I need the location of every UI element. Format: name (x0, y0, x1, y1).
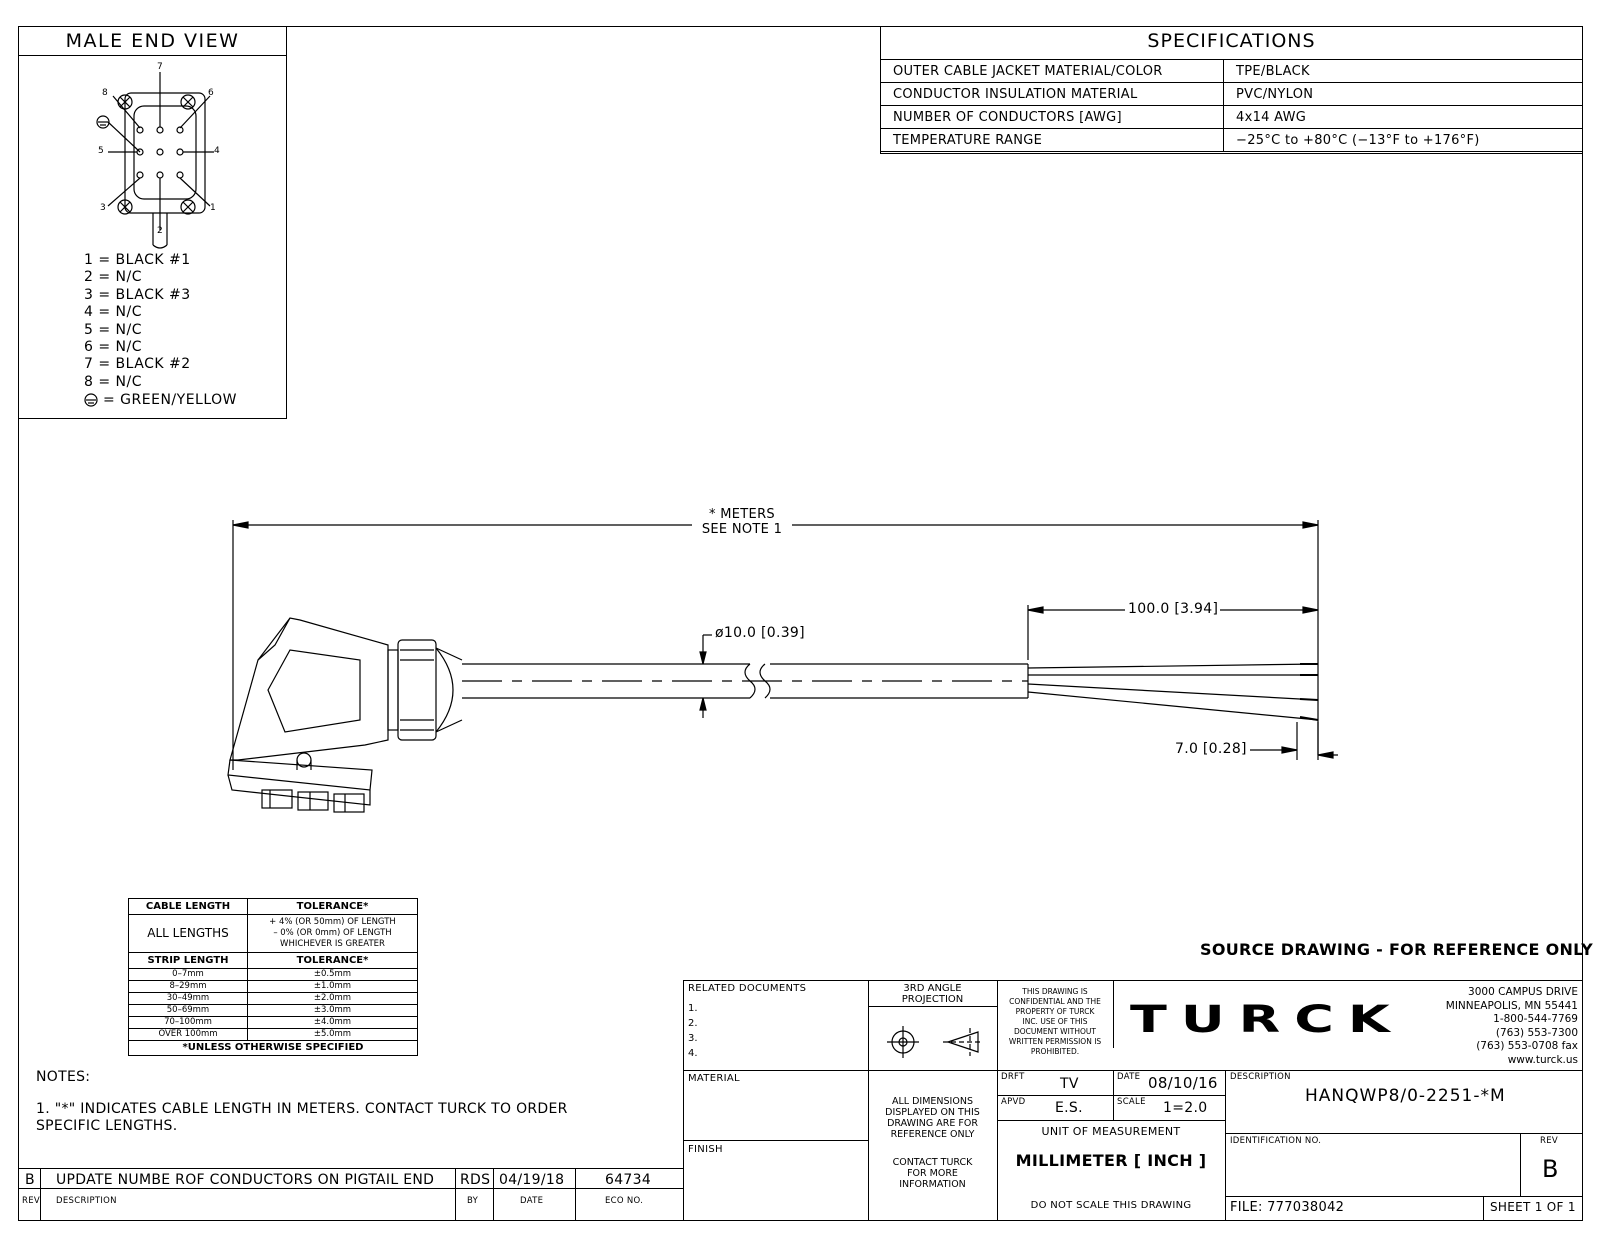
note-line: DRAWING ARE FOR (887, 1118, 978, 1129)
spec-value: 4x14 AWG (1224, 106, 1583, 129)
strip-tolerance: ±2.0mm (248, 993, 418, 1005)
related-item: 3. (688, 1033, 698, 1044)
address-line: (763) 553-7300 (1495, 1026, 1578, 1039)
projection-label (868, 983, 997, 1005)
tolerance-footer: *UNLESS OTHERWISE SPECIFIED (129, 1041, 418, 1056)
connector-hood (230, 618, 388, 760)
table-row (129, 981, 418, 993)
revision-header: BY (467, 1196, 479, 1206)
table-row (129, 1029, 418, 1041)
pin-label-5: 5 (98, 146, 105, 156)
do-not-scale-note: DO NOT SCALE THIS DRAWING (1030, 1200, 1192, 1211)
note-line: ALL DIMENSIONS (892, 1096, 973, 1107)
tolerance-line: WHICHEVER IS GREATER (280, 939, 385, 949)
strip-tolerance: ±4.0mm (248, 1017, 418, 1029)
spec-value: PVC/NYLON (1224, 83, 1583, 106)
tolerance-line: – 0% (OR 0mm) OF LENGTH (273, 928, 392, 938)
pinout-item: 4 = N/C (84, 304, 143, 321)
rev-label: REV (1540, 1136, 1558, 1146)
revision-header: ECO NO. (605, 1196, 644, 1206)
spec-row (881, 129, 1583, 152)
tolerance-line: + 4% (OR 50mm) OF LENGTH (269, 917, 396, 927)
strip-tolerance: ±0.5mm (248, 969, 418, 981)
strip-range: 30–49mm (129, 993, 248, 1005)
strip-range: OVER 100mm (129, 1029, 248, 1041)
unit-value: MILLIMETER [ INCH ] (1015, 1151, 1207, 1170)
strip-tolerance: ±5.0mm (248, 1029, 418, 1041)
tb-divider (1225, 1070, 1226, 1221)
pin-label-7: 7 (157, 62, 164, 72)
pinout-item: 2 = N/C (84, 269, 143, 286)
all-dimensions-note (868, 1096, 997, 1140)
tolerance-header: TOLERANCE* (248, 899, 418, 915)
source-drawing-banner: SOURCE DRAWING - FOR REFERENCE ONLY (1200, 940, 1594, 959)
note-line: FOR MORE (907, 1168, 958, 1179)
revision-by: RDS (460, 1172, 491, 1188)
revision-rev: B (25, 1172, 35, 1188)
pin-label-6: 6 (208, 88, 215, 98)
note-line: CONFIDENTIAL AND THE (1009, 997, 1101, 1006)
tolerance-header: CABLE LENGTH (129, 899, 248, 915)
strip-range: 0–7mm (129, 969, 248, 981)
revision-divider (18, 1188, 683, 1189)
revision-description: UPDATE NUMBE ROF CONDUCTORS ON PIGTAIL END (56, 1172, 435, 1188)
pinout-item: 8 = N/C (84, 373, 143, 390)
tb-divider (868, 1006, 997, 1007)
all-lengths-cell: ALL LENGTHS (129, 915, 248, 953)
length-line2: SEE NOTE 1 (701, 522, 783, 537)
revision-header: DESCRIPTION (56, 1196, 117, 1206)
sheet-number: SHEET 1 OF 1 (1490, 1200, 1576, 1214)
drft-label: DRFT (1001, 1072, 1025, 1082)
length-line1: * METERS (709, 507, 775, 522)
rev-col-divider (40, 1168, 41, 1221)
description-label: DESCRIPTION (1230, 1072, 1291, 1082)
note-line: WRITTEN PERMISSION IS (1008, 1037, 1102, 1046)
note-line: CONTACT TURCK (892, 1157, 973, 1168)
pigtail-length-label: 100.0 [3.94] (1128, 601, 1219, 617)
pinout-list (84, 252, 191, 391)
pinout-item: 1 = BLACK #1 (84, 252, 191, 268)
table-row (129, 1017, 418, 1029)
address-line: www.turck.us (1507, 1053, 1578, 1066)
projection-line: 3RD ANGLE (903, 983, 962, 994)
related-item: 2. (688, 1018, 698, 1029)
confidential-note (997, 987, 1113, 1057)
male-end-view-title: MALE END VIEW (65, 30, 240, 52)
spec-label: CONDUCTOR INSULATION MATERIAL (881, 83, 1224, 106)
related-documents-label: RELATED DOCUMENTS (688, 983, 807, 994)
material-label: MATERIAL (688, 1073, 740, 1084)
turck-logo: TURCK (1130, 997, 1404, 1042)
notes-title: NOTES: (36, 1069, 91, 1085)
address-line: 3000 CAMPUS DRIVE (1468, 986, 1578, 998)
specifications-table (880, 59, 1583, 152)
scale-label: SCALE (1117, 1097, 1146, 1107)
pinout-item: 7 = BLACK #2 (84, 356, 191, 373)
tb-divider (1483, 1196, 1484, 1221)
date-label: DATE (1117, 1072, 1141, 1082)
strip-tolerance: ±1.0mm (248, 981, 418, 993)
note-line: PROHIBITED. (1030, 1047, 1080, 1056)
by-col-divider (455, 1168, 456, 1221)
unit-label: UNIT OF MEASUREMENT (1041, 1125, 1181, 1138)
contact-note (868, 1157, 997, 1190)
projection-line: PROJECTION (901, 994, 964, 1005)
spec-label: TEMPERATURE RANGE (881, 129, 1224, 152)
table-row (129, 993, 418, 1005)
spec-value: TPE/BLACK (1224, 60, 1583, 83)
strip-tolerance: ±3.0mm (248, 1005, 418, 1017)
rev-value: B (1542, 1155, 1559, 1183)
related-item: 1. (688, 1003, 698, 1014)
date-value: 08/10/16 (1148, 1074, 1218, 1092)
spec-row (881, 83, 1583, 106)
cable-gland (398, 640, 436, 740)
strip-range: 70–100mm (129, 1017, 248, 1029)
pinout-item: 6 = N/C (84, 339, 143, 356)
company-address (1400, 986, 1578, 1067)
drft-value: TV (1060, 1076, 1079, 1092)
part-description: HANQWP8/0-2251-*M (1305, 1086, 1506, 1106)
revision-date: 04/19/18 (499, 1172, 565, 1188)
diameter-label: ø10.0 [0.39] (715, 625, 805, 641)
pin-label-4: 4 (214, 146, 221, 156)
note-line: DOCUMENT WITHOUT (1013, 1027, 1096, 1036)
tb-divider (1225, 1133, 1583, 1134)
revision-eco: 64734 (605, 1172, 652, 1188)
hood-window (268, 650, 360, 732)
file-number: FILE: 777038042 (1230, 1200, 1345, 1215)
note-line: INFORMATION (899, 1179, 966, 1190)
address-line: 1-800-544-7769 (1493, 1013, 1578, 1025)
address-line: (763) 553-0708 fax (1476, 1040, 1578, 1052)
pin-label-2: 2 (157, 226, 164, 236)
tolerance-header: STRIP LENGTH (129, 953, 248, 969)
note-line: INC. USE OF THIS (1022, 1017, 1088, 1026)
strip-range: 8–29mm (129, 981, 248, 993)
pin-label-1: 1 (210, 203, 217, 213)
tolerance-table (128, 898, 418, 1056)
tb-divider (683, 1070, 1583, 1071)
note-1-line1: 1. "*" INDICATES CABLE LENGTH IN METERS. CONTACT TURCK TO ORDER (36, 1101, 568, 1117)
note-1-line2: SPECIFIC LENGTHS. (36, 1118, 178, 1134)
table-row (129, 1005, 418, 1017)
address-line: MINNEAPOLIS, MN 55441 (1445, 999, 1578, 1012)
tolerance-header: TOLERANCE* (248, 953, 418, 969)
pinout-item: 3 = BLACK #3 (84, 286, 191, 303)
spec-row (881, 106, 1583, 129)
identification-label: IDENTIFICATION NO. (1230, 1136, 1322, 1146)
pinout-item: 5 = N/C (84, 321, 143, 338)
specifications-title: SPECIFICATIONS (1147, 30, 1316, 52)
revision-header: REV (22, 1196, 40, 1206)
strip-length-label: 7.0 [0.28] (1175, 741, 1247, 757)
revision-header: DATE (520, 1196, 544, 1206)
tb-divider (1520, 1133, 1521, 1196)
strip-range: 50–69mm (129, 1005, 248, 1017)
length-dimension-label (692, 507, 792, 537)
finish-label: FINISH (688, 1144, 723, 1155)
note-line: PROPERTY OF TURCK (1015, 1007, 1095, 1016)
note-line: REFERENCE ONLY (890, 1129, 975, 1140)
tb-divider (1225, 1196, 1583, 1197)
tb-divider (683, 1140, 868, 1141)
eco-col-divider (575, 1168, 576, 1221)
pin-label-3: 3 (100, 203, 107, 213)
tb-divider (1113, 980, 1114, 1048)
note-line: THIS DRAWING IS (1022, 987, 1088, 996)
tb-divider (997, 1120, 1225, 1121)
spec-value: −25°C to +80°C (−13°F to +176°F) (1224, 129, 1583, 152)
related-documents-list (688, 1001, 698, 1061)
pinout-ground: = GREEN/YELLOW (103, 392, 237, 408)
spec-row (881, 60, 1583, 83)
date-col-divider (493, 1168, 494, 1221)
pin-label-8: 8 (102, 88, 109, 98)
note-line: DISPLAYED ON THIS (885, 1107, 980, 1118)
table-row (129, 969, 418, 981)
tb-divider (997, 1095, 1225, 1096)
spec-label: NUMBER OF CONDUCTORS [AWG] (881, 106, 1224, 129)
spec-label: OUTER CABLE JACKET MATERIAL/COLOR (881, 60, 1224, 83)
apvd-label: APVD (1001, 1097, 1026, 1107)
apvd-value: E.S. (1055, 1100, 1083, 1116)
scale-value: 1=2.0 (1163, 1100, 1208, 1116)
related-item: 4. (688, 1048, 698, 1059)
